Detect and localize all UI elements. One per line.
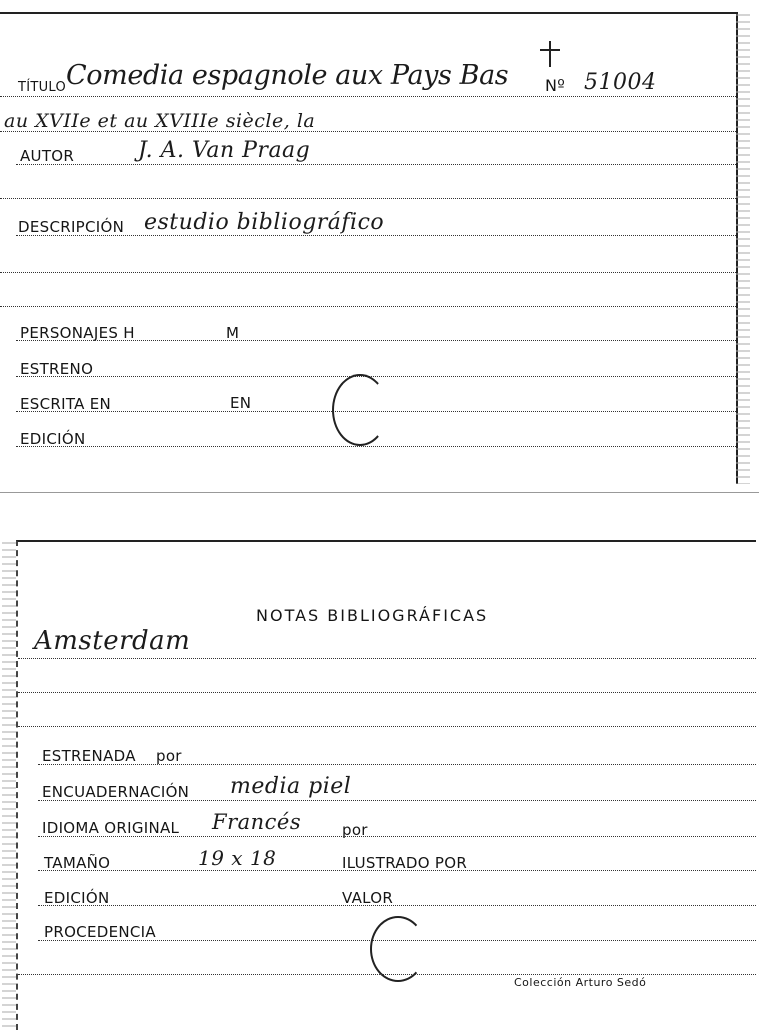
personajes-rule (16, 340, 736, 341)
encuadernacion-label: ENCUADERNACIÓN (42, 783, 190, 801)
edicion-label: EDICIÓN (20, 430, 86, 448)
notes-rule-3 (18, 726, 756, 727)
descripcion-value: estudio bibliográfico (144, 210, 385, 235)
titulo-value-line1: Comedia espagnole aux Pays Bas (66, 60, 509, 91)
edicion-label-bottom: EDICIÓN (44, 889, 110, 907)
autor-rule (16, 164, 736, 165)
edicion-rule (16, 446, 736, 447)
notes-card (16, 540, 756, 1030)
notes-rule-2 (18, 692, 756, 693)
tamano-rule (38, 870, 756, 871)
descripcion-label: DESCRIPCIÓN (18, 218, 125, 236)
idioma-rule (38, 836, 756, 837)
autor-value: J. A. Van Praag (138, 138, 311, 163)
titulo-rule (0, 96, 736, 97)
encuadernacion-value: media piel (230, 774, 352, 799)
autor-label: AUTOR (20, 147, 75, 165)
card-torn-edge (736, 14, 750, 484)
estrenada-label: ESTRENADA (42, 747, 136, 765)
valor-label: VALOR (342, 889, 394, 907)
cross-mark-icon (540, 41, 560, 67)
encuadernacion-rule (38, 800, 756, 801)
escrita-label: ESCRITA EN (20, 395, 112, 413)
punch-hole-circle (332, 374, 388, 446)
estrenada-rule (38, 764, 756, 765)
card-divider (0, 492, 759, 493)
tamano-value: 19 x 18 (198, 846, 277, 870)
blank-rule-3 (0, 306, 736, 307)
titulo-label: TÍTULO (18, 80, 67, 95)
blank-rule-2 (0, 272, 736, 273)
title-card (0, 12, 738, 484)
blank-rule-1 (0, 198, 736, 199)
notes-value: Amsterdam (34, 626, 191, 656)
estreno-rule (16, 376, 736, 377)
estrenada-por-label: por (156, 747, 182, 765)
notas-heading: NOTAS BIBLIOGRÁFICAS (256, 606, 489, 625)
numero-label: Nº (545, 76, 566, 95)
edicion-rule-bottom (38, 905, 756, 906)
idioma-value: Francés (212, 810, 302, 834)
card-torn-edge-left (2, 542, 16, 1030)
personajes-m-label: M (226, 324, 240, 342)
titulo-rule-2 (0, 131, 736, 132)
personajes-label: PERSONAJES H (20, 324, 135, 342)
tamano-label: TAMAÑO (44, 854, 111, 872)
ilustrado-label: ILUSTRADO POR (342, 854, 468, 872)
titulo-value-line2: au XVIIe et au XVIIIe siècle, la (4, 110, 316, 132)
notes-rule-1 (18, 658, 756, 659)
idioma-label: IDIOMA ORIGINAL (42, 819, 180, 837)
bottom-rule (18, 974, 756, 975)
numero-value: 51004 (584, 70, 657, 95)
descripcion-rule (16, 235, 736, 236)
punch-hole-circle-bottom (370, 916, 426, 982)
idioma-por-label: por (342, 821, 368, 839)
escrita-en-label: EN (230, 394, 252, 412)
procedencia-label: PROCEDENCIA (44, 923, 156, 941)
collection-credit: Colección Arturo Sedó (514, 976, 647, 989)
estreno-label: ESTRENO (20, 360, 94, 378)
